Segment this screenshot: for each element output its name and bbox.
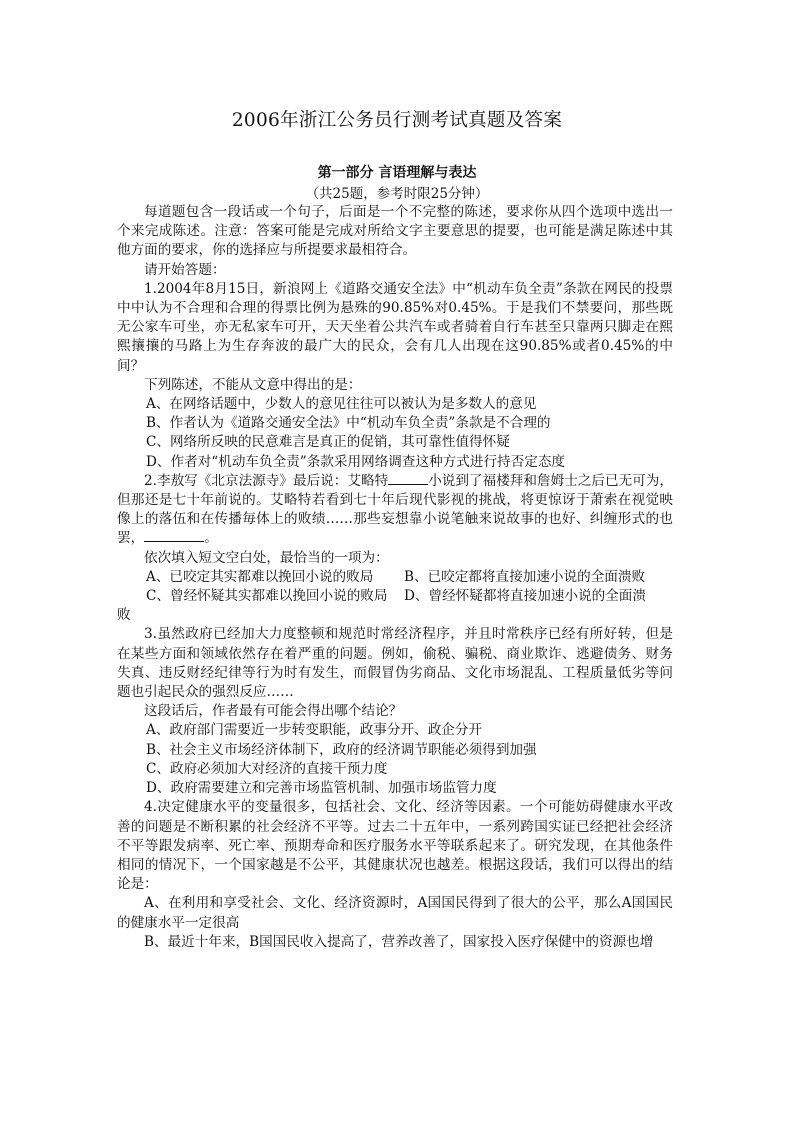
q4-text: 4.决定健康水平的变量很多，包括社会、文化、经济等因素。一个可能妨碍健康水平改善的问题是不断积累的社会经济不平等。过去二十五年中，一系列跨国实证已经把社会经济不平等跟发病率、死亡率、预期寿命和医疗服务水平等联系起来了。研究发现，在其他条件相同的情况下，一个国家越是不公平，其健康状况也越差。根据这段话，我们可以得出的结论是：: [117, 799, 673, 893]
q3-option-b: B、社会主义市场经济体制下，政府的经济调节职能必须得到加强: [146, 741, 537, 758]
section-note: （共25题，参考时限25分钟）: [305, 186, 489, 202]
q2-options-row-1: [117, 568, 673, 587]
q4-option-b: B、最近十年来，B国国民收入提高了，营养改善了，国家投入医疗保健中的资源也增: [144, 933, 654, 950]
q2-text-before: 2.李敖写《北京法源寺》最后说：艾略特: [144, 472, 389, 489]
section-heading: 第一部分 言语理解与表达: [317, 165, 477, 181]
q1-option-a: A、在网络话题中，少数人的意见往往可以被认为是多数人的意见: [146, 396, 537, 413]
document-body: [117, 203, 673, 952]
q1-stem: 下列陈述，不能从文意中得出的是：: [144, 376, 362, 393]
q2-option-d-tail: 败: [117, 607, 131, 624]
q2-text: [117, 472, 673, 549]
q2-option-d: D、曾经怀疑都将直接加速小说的全面溃: [404, 588, 646, 605]
q1-text: 1.2004年8月15日，新浪网上《道路交通安全法》中“机动车负全责”条款在网民的投票中中认为不合理和合理的得票比例为悬殊的90.85%对0.45%。于是我们不禁要问，那些既无公家车可坐，亦无私家车可开，天天坐着公共汽车或者骑着自行车甚至只靠两只脚走在熙熙攘攘的马路上为生存奔波的最广大的民众，会有几人出现在这90.85%或者0.45%的中间？: [117, 280, 673, 374]
q1-option-d: D、作者对“机动车负全责”条款采用网络调查这种方式进行持否定态度: [146, 453, 566, 470]
q2-text-end: 。: [204, 530, 218, 547]
q1-option-b: B、作者认为《道路交通安全法》中“机动车负全责”条款是不合理的: [146, 415, 551, 432]
q2-option-c: C、曾经怀疑其实都难以挽回小说的败局: [146, 588, 388, 605]
q2-option-b: B、已咬定都将直接加速小说的全面溃败: [404, 568, 646, 585]
q1-option-c: C、网络所反映的民意难言是真正的促销，其可靠性值得怀疑: [146, 434, 510, 451]
q3-text: 3.虽然政府已经加大力度整顿和规范时常经济程序，并且时常秩序已经有所好转，但是在某些方面和领域依然存在着严重的问题。例如，偷税、骗税、商业欺诈、逃避债务、财务失真、违反财经纪律等行为时有发生，而假冒伪劣商品、文化市场混乱、工程质量低劣等问题也引起民众的强烈反应……: [117, 626, 673, 701]
q3-option-a: A、政府部门需要近一步转变职能，政事分开、政企分开: [146, 722, 483, 739]
q2-option-a: A、已咬定其实都难以挽回小说的败局: [146, 568, 374, 585]
q2-text-middle: 小说到了福楼拜和詹姆士之后已无可为，但那还是七十年前说的。艾略特若看到七十年后现代影视的挑战，将更惊讶于萧索在视觉映像上的落伍和在传播毎体上的败绩……那些妄想靠小说笔触来说故事的也好、纠缠形式的也罢，: [117, 472, 673, 547]
fill-blank-2: [144, 529, 204, 542]
q3-stem: 这段话后，作者最有可能会得出哪个结论？: [144, 703, 403, 720]
q3-option-d: D、政府需要建立和完善市场监管机制、加强市场监管力度: [146, 780, 497, 797]
page-title: 2006年浙江公务员行测考试真题及答案: [231, 110, 563, 131]
fill-blank-1: [388, 472, 428, 485]
start-prompt: 请开始答题：: [144, 261, 226, 278]
q3-option-c: C、政府必须加大对经济的直接干预力度: [146, 760, 388, 777]
q2-stem: 依次填入短文空白处，最恰当的一项为：: [144, 549, 389, 566]
instructions: 每道题包含一段话或一个句子，后面是一个不完整的陈述，要求你从四个选项中选出一个来完成陈述。注意：答案可能是完成对所给文字主要意思的提要，也可能是满足陈述中其他方面的要求，你的选择应与所提要求最相符合。: [117, 204, 673, 259]
q4-option-a: A、在利用和享受社会、文化、经济资源时，A国国民得到了很大的公平，那么A国国民的健康水平一定很高: [117, 895, 673, 931]
q2-options-row-2: [117, 587, 673, 606]
